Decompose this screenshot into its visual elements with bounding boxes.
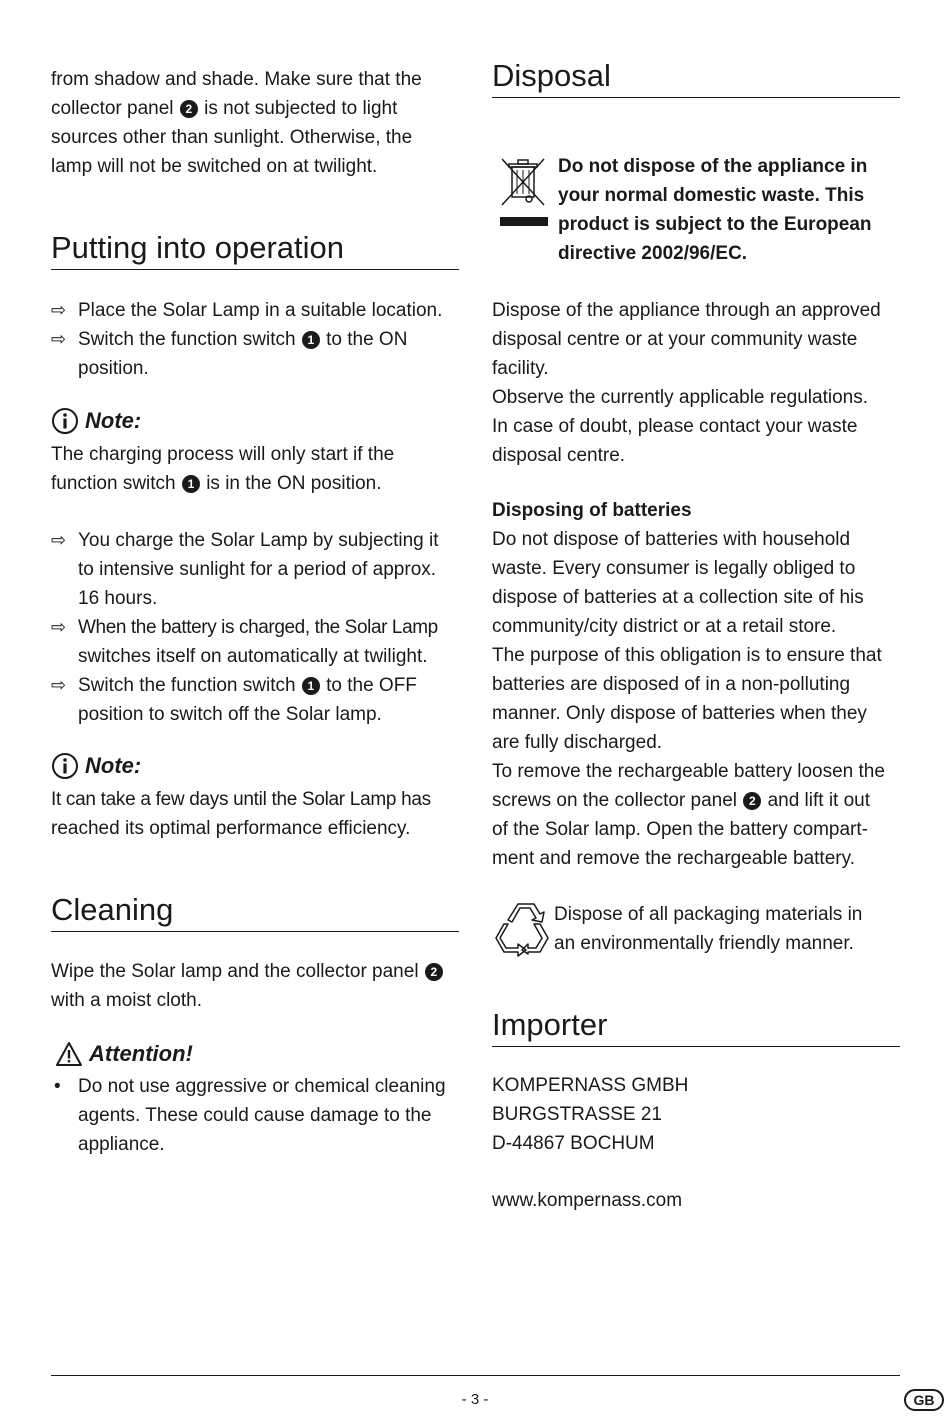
importer-address: [492, 1071, 688, 1158]
warning-triangle-icon: [55, 1041, 83, 1067]
disposal-line: Dispose of the appliance through an approved: [492, 300, 881, 321]
address-line: D-44867 BOCHUM: [492, 1133, 655, 1154]
disposal-line: disposal centre.: [492, 445, 626, 466]
charging-steps: [51, 526, 459, 729]
batteries-line: waste. Every consumer is legally obliged to: [492, 558, 856, 579]
list-item-text: Place the Solar Lamp in a suitable location.: [78, 300, 443, 321]
part-number-badge: 1: [182, 475, 200, 493]
heading-rule: [492, 97, 900, 98]
part-number-badge: 1: [302, 677, 320, 695]
batteries-line: batteries are disposed of in a non-polluting: [492, 674, 851, 695]
packaging-line: an environmentally friendly manner.: [554, 933, 854, 954]
recycle-icon: [494, 900, 552, 958]
note-title: Note:: [85, 753, 142, 778]
list-item-text: Switch the function switch 1 to the OFF: [78, 675, 417, 696]
list-item-text: When the battery is charged, the Solar Lamp: [78, 617, 438, 638]
heading-rule: [492, 1046, 900, 1047]
warning-line: your normal domestic waste. This: [558, 185, 865, 206]
list-item-text: switches itself on automatically at twilight.: [78, 646, 428, 667]
address-line: KOMPERNASS GMBH: [492, 1075, 689, 1096]
disposal-line: facility.: [492, 358, 549, 379]
batteries-line: To remove the rechargeable battery loosen the: [492, 761, 885, 782]
batteries-line: are fully discharged.: [492, 732, 663, 753]
info-icon: [51, 407, 79, 435]
part-number-badge: 1: [302, 331, 320, 349]
intro-text: [51, 65, 422, 181]
disposal-warning: [558, 152, 872, 268]
part-number-badge: 2: [425, 963, 443, 981]
list-item-text: position.: [78, 358, 149, 379]
list-item-text: 16 hours.: [78, 588, 158, 609]
arrow-bullet-icon: ⇨: [51, 675, 67, 695]
footer-rule: [51, 1375, 900, 1376]
website-link[interactable]: www.kompernass.com: [492, 1190, 683, 1211]
warning-line: Do not dispose of the appliance in: [558, 156, 868, 177]
crossed-bin-icon: [498, 155, 550, 229]
list-item-text: Switch the function switch 1 to the ON: [78, 329, 408, 350]
packaging-line: Dispose of all packaging materials in: [554, 904, 863, 925]
warning-line: directive 2002/96/EC.: [558, 243, 748, 264]
batteries-line: manner. Only dispose of batteries when they: [492, 703, 867, 724]
arrow-bullet-icon: ⇨: [51, 329, 67, 349]
list-item: [51, 296, 459, 325]
packaging-text: [554, 900, 862, 958]
intro-line: sources other than sunlight. Otherwise, the: [51, 127, 413, 148]
list-item: [51, 613, 459, 671]
cleaning-line: Wipe the Solar lamp and the collector panel 2: [51, 957, 444, 986]
arrow-bullet-icon: ⇨: [51, 530, 67, 550]
note-line: function switch 1 is in the ON position.: [51, 473, 382, 494]
part-number-badge: 2: [743, 792, 761, 810]
note-title: Note:: [85, 408, 142, 433]
note-line: reached its optimal performance efficiency.: [51, 818, 411, 839]
section-heading-disposal: Disposal: [492, 58, 611, 93]
cleaning-line: with a moist cloth.: [51, 990, 202, 1011]
note-text: [51, 785, 431, 843]
heading-rule: [51, 931, 459, 932]
batteries-line: screws on the collector panel 2 and lift it out: [492, 790, 871, 811]
disposal-text: [492, 296, 881, 470]
list-item-text: to intensive sunlight for a period of approx.: [78, 559, 437, 580]
batteries-section: [492, 496, 885, 873]
list-item-text: position to switch off the Solar lamp.: [78, 704, 382, 725]
attention-heading: [55, 1039, 193, 1069]
list-item: [51, 671, 459, 729]
batteries-line: ment and remove the rechargeable battery.: [492, 848, 855, 869]
batteries-line: Do not dispose of batteries with household: [492, 529, 851, 550]
disposal-line: In case of doubt, please contact your waste: [492, 416, 858, 437]
intro-line: from shadow and shade. Make sure that the: [51, 69, 422, 90]
batteries-line: The purpose of this obligation is to ensure that: [492, 645, 882, 666]
batteries-line: community/city district or at a retail store.: [492, 616, 837, 637]
list-item-text: agents. These could cause damage to the: [78, 1105, 432, 1126]
list-item: [51, 526, 459, 613]
note-heading: [51, 751, 141, 781]
attention-title: Attention!: [89, 1041, 193, 1066]
list-item: [51, 325, 459, 383]
bullet-dot-icon: •: [54, 1076, 61, 1097]
section-heading-cleaning: Cleaning: [51, 892, 174, 927]
subsection-heading: Disposing of batteries: [492, 500, 692, 521]
arrow-bullet-icon: ⇨: [51, 300, 67, 320]
note-text: [51, 440, 394, 498]
heading-rule: [51, 269, 459, 270]
batteries-line: of the Solar lamp. Open the battery compart-: [492, 819, 868, 840]
note-line: It can take a few days until the Solar Lamp has: [51, 789, 431, 810]
language-badge: GB: [904, 1389, 944, 1411]
note-heading: [51, 406, 141, 436]
intro-line: collector panel 2 is not subjected to light: [51, 98, 398, 119]
list-item-text: You charge the Solar Lamp by subjecting it: [78, 530, 439, 551]
batteries-line: dispose of batteries at a collection site of his: [492, 587, 864, 608]
section-heading-putting-into-operation: Putting into operation: [51, 230, 344, 265]
info-icon: [51, 752, 79, 780]
page-number: - 3 -: [461, 1391, 489, 1408]
operation-steps: [51, 296, 459, 383]
list-item: [51, 1072, 486, 1159]
intro-line: lamp will not be switched on at twilight.: [51, 156, 378, 177]
address-line: BURGSTRASSE 21: [492, 1104, 662, 1125]
cleaning-text: [51, 957, 444, 1015]
warning-line: product is subject to the European: [558, 214, 872, 235]
disposal-line: Observe the currently applicable regulations.: [492, 387, 868, 408]
disposal-line: disposal centre or at your community waste: [492, 329, 858, 350]
note-line: The charging process will only start if the: [51, 444, 395, 465]
left-column: [51, 0, 459, 1155]
part-number-badge: 2: [180, 100, 198, 118]
list-item-text: Do not use aggressive or chemical cleaning: [78, 1076, 446, 1097]
section-heading-importer: Importer: [492, 1007, 608, 1042]
list-item-text: appliance.: [78, 1134, 165, 1155]
arrow-bullet-icon: ⇨: [51, 617, 67, 637]
